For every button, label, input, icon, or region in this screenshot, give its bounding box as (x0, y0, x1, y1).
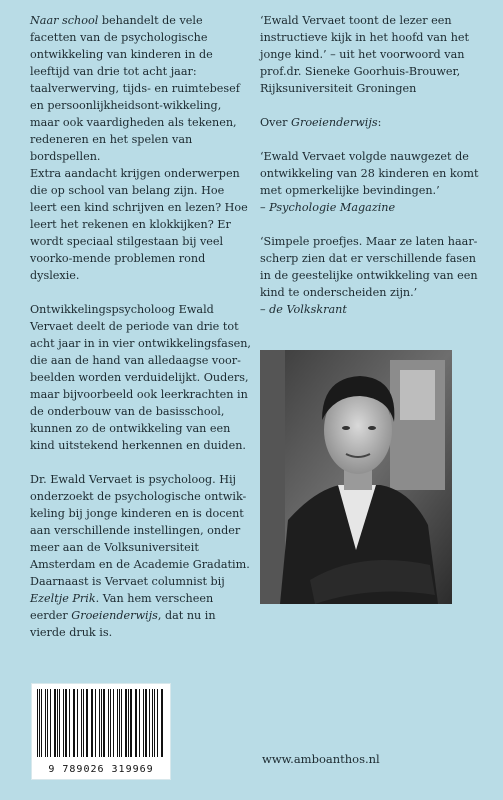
barcode-bar (101, 689, 102, 757)
barcode-bar (143, 689, 144, 757)
barcode-bar (81, 689, 82, 757)
barcode-bar (103, 689, 104, 757)
barcode-bar (74, 689, 75, 757)
barcode-bar (50, 689, 52, 757)
author-bio-paragraph: Dr. Ewald Vervaet is psycholoog. Hij onderzoekt de psychologische ontwik-keling bij jonge kinderen en is docent aan verschillende instellingen, onder meer aan de Volksuniversiteit Amsterdam en de Academie Gradatim. Daarnaast is Vervaet columnist bij Ezeltje Prik. Van hem verscheen eerder Groeienderwijs, dat nu in vierde druk is. (30, 473, 250, 639)
barcode-bar (139, 689, 140, 757)
barcode-bar (152, 689, 153, 757)
foreword-quote: ‘Ewald Vervaet toont de lezer een instructieve kijk in het hoofd van het jonge kind.’ – uit het voorwoord van prof.dr. Sieneke Goorhuis-Brouwer, Rijksuniversiteit Groningen (260, 14, 470, 95)
barcode-bar (45, 689, 46, 757)
barcode-bar (86, 689, 88, 757)
barcode-bar (161, 689, 162, 757)
barcode-bar (119, 689, 120, 757)
barcode-bar (145, 689, 147, 757)
intro-paragraph: Naar school behandelt de vele facetten van de psychologische ontwikkeling van kinderen in de leeftijd van drie tot acht jaar: taalverwerving, tijds- en ruimtebesef en persoonlijkheidsont-wikkeling, maar ook vaardigheden als tekenen, redeneren en het spelen van bordspellen. (30, 14, 240, 163)
barcode-bar (47, 689, 48, 757)
author-photo (260, 350, 452, 604)
barcode (31, 683, 171, 780)
barcode-bar (99, 689, 100, 757)
barcode-bars (37, 689, 165, 757)
barcode-bar (91, 689, 92, 757)
barcode-bar (154, 689, 155, 757)
barcode-bar (63, 689, 64, 757)
review-quote-2: ‘Simpele proefjes. Maar ze laten haar-scherp zien dat er verschillende fasen in de geestelijke ontwikkeling van een kind te onderscheiden zijn.’ (260, 235, 478, 299)
topics-paragraph: Extra aandacht krijgen onderwerpen die op school van belang zijn. Hoe leert een kind schrijven en lezen? Hoe leert het rekenen en klokkijken? Er wordt speciaal stilgestaan bij veel voorko-mende problemen rond dyslexie. (30, 167, 248, 282)
barcode-number: 9 789026 319969 (48, 764, 154, 775)
left-column (30, 12, 252, 658)
barcode-bar (83, 689, 84, 757)
barcode-bar (54, 689, 55, 757)
review-source-2: – de Volkskrant (260, 303, 347, 316)
barcode-bar (69, 689, 70, 757)
barcode-bar (37, 689, 38, 757)
barcode-bar (59, 689, 60, 757)
barcode-bar (135, 689, 136, 757)
barcode-bar (39, 689, 40, 757)
barcode-bar (57, 689, 58, 757)
barcode-bar (162, 689, 163, 757)
barcode-bar (41, 689, 42, 757)
review-quote-1: ‘Ewald Vervaet volgde nauwgezet de ontwikkeling van 28 kinderen en komt met opmerkelijke bevindingen.’ (260, 150, 479, 197)
barcode-bar (113, 689, 114, 757)
barcode-bar (149, 689, 150, 757)
barcode-bar (121, 689, 122, 757)
barcode-bar (65, 689, 67, 757)
barcode-bar (157, 689, 158, 757)
barcode-bar (73, 689, 74, 757)
phases-paragraph: Ontwikkelingspsycholoog Ewald Vervaet deelt de periode van drie tot acht jaar in in vier ontwikkelingsfasen, die aan de hand van alledaagse voor-beelden worden verduidelijkt. Ouders, maar bijvoorbeeld ook leerkrachten in de onderbouw van de basisschool, kunnen zo de ontwikkeling van een kind uitstekend herkennen en duiden. (30, 303, 251, 452)
barcode-bar (130, 689, 131, 757)
barcode-bar (77, 689, 78, 757)
barcode-bar (117, 689, 118, 757)
right-column (260, 12, 480, 335)
barcode-bar (136, 689, 137, 757)
barcode-bar (92, 689, 93, 757)
barcode-bar (108, 689, 110, 757)
review-source-1: – Psychologie Magazine (260, 201, 396, 214)
barcode-bar (95, 689, 96, 757)
barcode-bar (128, 689, 129, 757)
barcode-bar (125, 689, 127, 757)
barcode-bar (110, 689, 111, 757)
publisher-website[interactable]: www.amboanthos.nl (262, 752, 380, 766)
over-heading: Over Groeienderwijs: (260, 116, 382, 129)
